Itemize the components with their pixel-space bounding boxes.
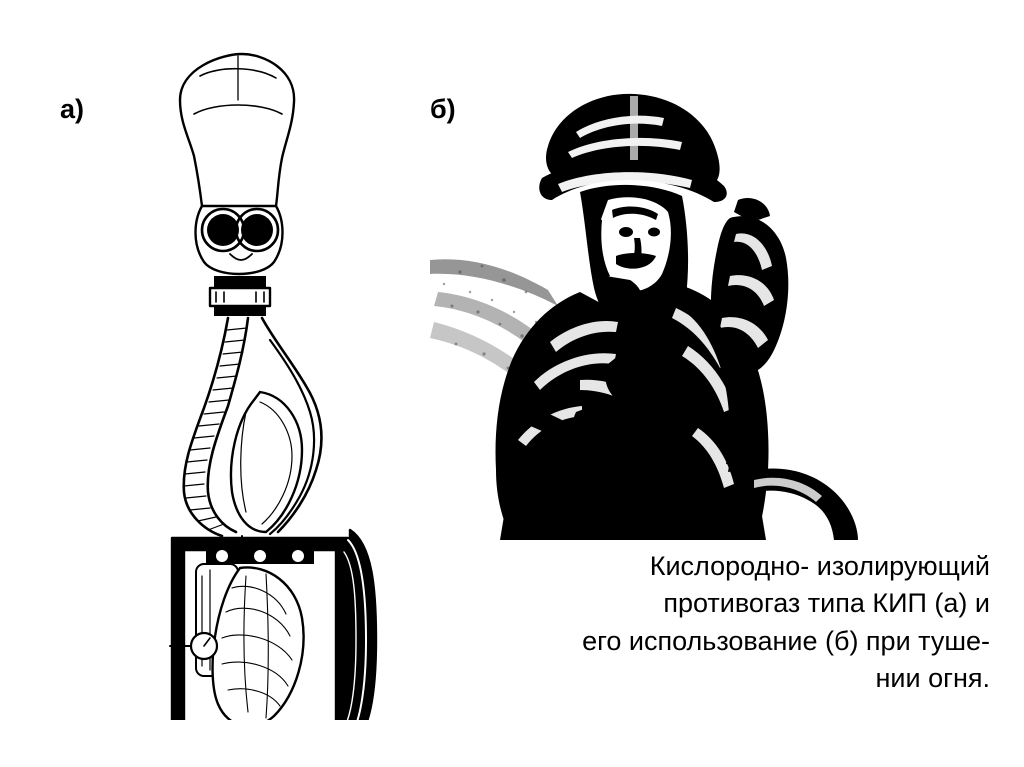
- firefighter-photo: [430, 60, 890, 540]
- caption-line-1: Кислородно- изолирующий: [649, 551, 990, 581]
- caption-line-2: противогаз типа КИП (а) и: [663, 588, 990, 619]
- caption-text: [430, 548, 990, 697]
- oxygen-insulating-gas-mask-drawing: [110, 40, 390, 720]
- figure-a-label: а): [60, 94, 85, 124]
- caption-line-4: нии огня.: [875, 662, 990, 693]
- caption-line-3: его использование (б) при туше-: [582, 625, 990, 656]
- figure-b-label: б): [430, 94, 456, 124]
